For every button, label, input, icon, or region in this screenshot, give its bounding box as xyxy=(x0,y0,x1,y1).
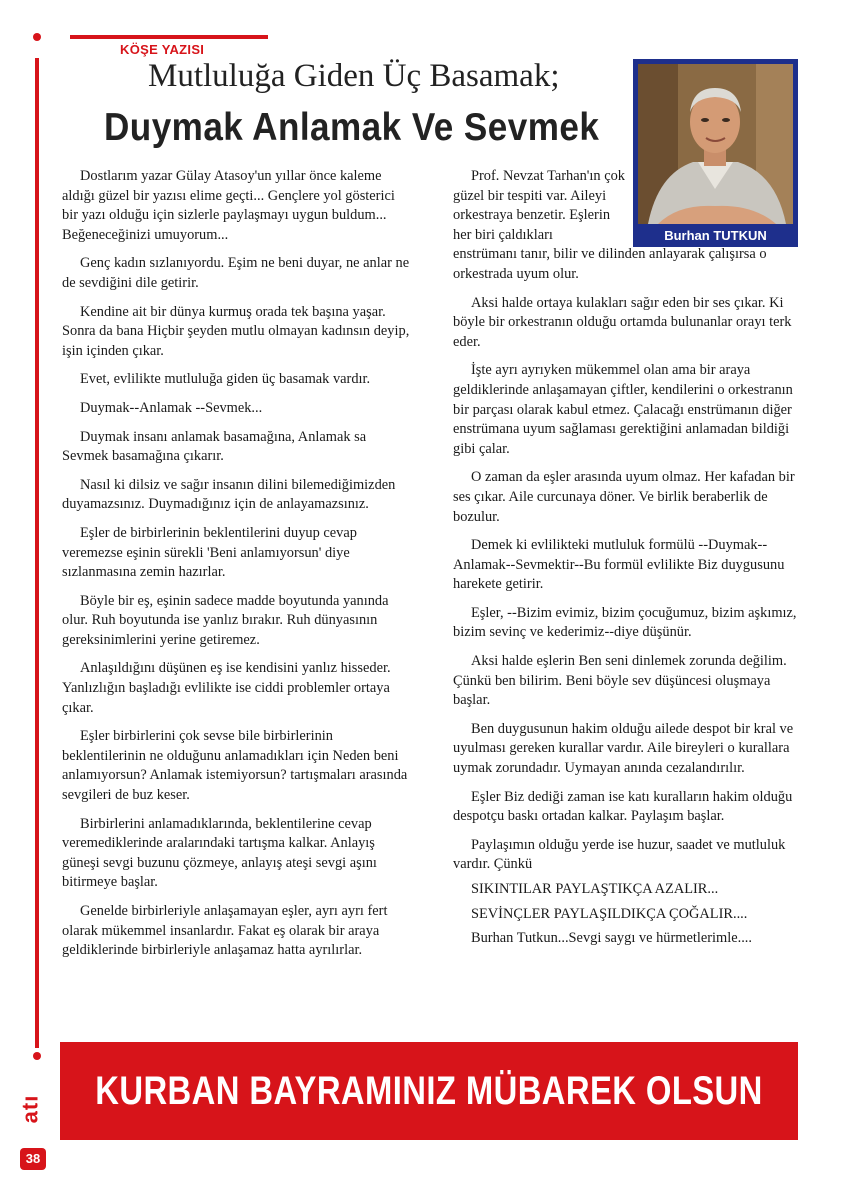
article-column-right xyxy=(453,167,798,954)
closing-line: SEVİNÇLER PAYLAŞILDIKÇA ÇOĞALIR.... xyxy=(471,905,748,922)
paragraph: Eşler birbirlerini çok sevse bile birbirlerinin beklentilerinin ne olduğunu anlamadıkları için Neden beni anlamıyorsun? Anlamak istemiyorsun? tartışmaları arasında sevgileri de buz keser. xyxy=(62,728,408,804)
paragraph-intro-continued: enstrümanı tanır, bilir ve dilinden anlayarak çalışırsa o orkestrada uyum olur. xyxy=(453,246,767,282)
closing-line: SIKINTILAR PAYLAŞTIKÇA AZALIR... xyxy=(471,881,719,897)
paragraph: Eşler Biz dediği zaman ise katı kuralların hakim olduğu despotçu baskı ortadan kalkar. Paylaşım başlar. xyxy=(453,788,793,825)
paragraph: İşte ayrı ayrıyken mükemmel olan ama bir araya geldiklerinde anlaşamayan çiftler, kendilerini o orkestranın bir parçası olarak kabul etmez. Çalacağı enstrümanın diğer enstrümana uyum sağlaması gerektiğini anlamadan bildiği gibi çalar. xyxy=(453,362,793,457)
paragraph: Genç kadın sızlanıyordu. Eşim ne beni duyar, ne anlar ne de sevdiğini dile getirir. xyxy=(62,255,410,291)
left-margin-rule xyxy=(35,58,39,1048)
paragraph: Duymak--Anlamak --Sevmek... xyxy=(80,399,263,416)
paragraph: Duymak insanı anlamak basamağına, Anlamak sa Sevmek basamağına çıkarır. xyxy=(62,428,367,465)
author-name-caption: Burhan TUTKUN xyxy=(664,228,767,243)
paragraph: O zaman da eşler arasında uyum olmaz. Her kafadan bir ses çıkar. Aile curcunaya döner. Ve birlik beraberlik de bozulur. xyxy=(453,469,795,525)
article-title-line1: Mutluluğa Giden Üç Basamak; xyxy=(148,58,560,94)
top-dot xyxy=(33,33,41,41)
magazine-logo xyxy=(17,1070,48,1136)
paragraph: Eşler, --Bizim evimiz, bizim çocuğumuz, bizim aşkımız, bizim sevinç ve kederimiz--diye düşünür. xyxy=(453,604,797,641)
article-column-left xyxy=(62,167,412,970)
paragraph: Birbirlerini anlamadıklarında, beklentilerine cevap veremediklerinde aralarındaki tartışma kalkar. Anlayış güneşi sevgi buzunu çözmeye, anlayış ateşi sevgi aşını bitirmeye başlar. xyxy=(62,815,377,891)
paragraph: Aksi halde eşlerin Ben seni dinlemek zorunda değilim. Çünkü ben bilirim. Beni böyle sev düşüncesi oluşmaya başlar. xyxy=(453,653,787,709)
top-accent-rule xyxy=(70,35,268,39)
holiday-banner xyxy=(60,1042,798,1140)
magazine-logo-text: atı xyxy=(17,1094,43,1124)
closing-signature: Burhan Tutkun...Sevgi saygı ve hürmetlerimle.... xyxy=(471,930,752,947)
paragraph: Ben duygusunun hakim olduğu ailede despot bir kral ve uyulması gereken kurallar vardır. Aile bireyleri o kurallara uymak zorundadır. Uymayan anında cezalandırılır. xyxy=(453,720,794,777)
paragraph: Nasıl ki dilsiz ve sağır insanın dilini bilemediğimizden duyamazsınız. Duymadığınız için de anlayamazsınız. xyxy=(62,476,396,513)
paragraph: Evet, evlilikte mutluluğa giden üç basamak vardır. xyxy=(80,371,371,388)
paragraph: Eşler de birbirlerinin beklentilerini duyup cevap veremezse eşinin sürekli 'Beni anlamıyorsun' diye sızlanmasına zemin hazırlar. xyxy=(62,524,357,581)
paragraph: Kendine ait bir dünya kurmuş orada tek başına yaşar. Sonra da bana Hiçbir şeyden mutlu olmayan kadınsın deyip, işin içinden çıkar. xyxy=(62,303,410,359)
paragraph: Paylaşımın olduğu yerde ise huzur, saadet ve mutluluk vardır. Çünkü xyxy=(453,836,786,873)
paragraph: Dostlarım yazar Gülay Atasoy'un yıllar önce kaleme aldığı güzel bir yazısı elime geçti... Gençlere yol gösterici bir yazı olduğu için sizlerle paylaşmayı uygun buldum... Beğeneceğinizi umuyorum... xyxy=(62,168,395,243)
paragraph: Anlaşıldığını düşünen eş ise kendisini yanlız hisseder. Yanlızlığın başladığı evlilikte ise ciddi problemler ortaya çıkar. xyxy=(62,660,391,716)
paragraph-intro: Prof. Nevzat Tarhan'ın çok güzel bir tespiti var. Aileyi orkestraya benzetir. Eşlerin her biri çaldıkları xyxy=(453,168,625,243)
bottom-dot xyxy=(33,1052,41,1060)
banner-text: KURBAN BAYRAMINIZ MÜBAREK OLSUN xyxy=(95,1068,763,1113)
article-title-line2: Duymak Anlamak Ve Sevmek xyxy=(104,106,600,149)
paragraph: Genelde birbirleriyle anlaşamayan eşler, ayrı ayrı fert olarak mükemmel insanlardır. Fakat eş olarak bir araya geldiklerinde birbirleriyle anlaşamaz hatta ayrılırlar. xyxy=(62,903,388,959)
paragraph: Aksi halde ortaya kulakları sağır eden bir ses çıkar. Ki böyle bir orkestranın olduğu ortamda bulunanlar orayı terk eder. xyxy=(453,294,792,350)
paragraph: Demek ki evlilikteki mutluluk formülü --Duymak--Anlamak--Sevmektir--Bu formül evlilikte Biz duygusunu harekete getirir. xyxy=(453,537,785,593)
paragraph: Böyle bir eş, eşinin sadece madde boyutunda yanında olur. Ruh boyutunda ise yanlız bırakır. Ruh dünyasının gereksinimlerini yerine getiremez. xyxy=(62,592,389,648)
page-number: 38 xyxy=(20,1148,46,1170)
section-label: KÖŞE YAZISI xyxy=(120,42,205,57)
